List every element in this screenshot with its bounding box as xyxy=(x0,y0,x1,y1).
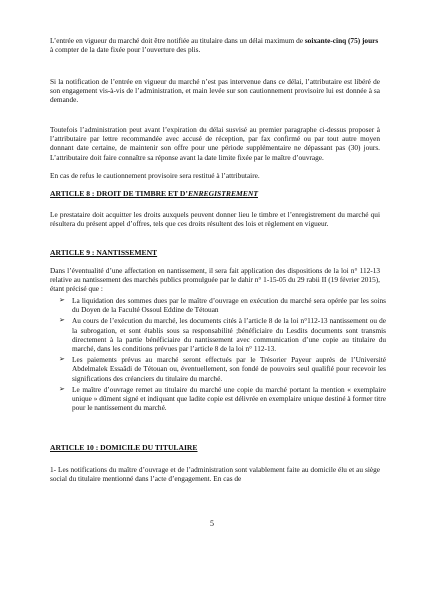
article-8-title: ARTICLE 8 : DROIT DE TIMBRE ET D’ xyxy=(50,189,188,198)
list-item xyxy=(50,355,386,383)
list-item-text: La liquidation des sommes dues par le maître d’ouvrage en exécution du marché sera opérée par les soins du Doyen de la Faculté Ossoul Eddine de Tétouan xyxy=(72,296,386,315)
article-10-title: ARTICLE 10 : DOMICILE DU TITULAIRE xyxy=(50,443,198,452)
list-item-text: Au cours de l’exécution du marché, les documents cités à l’article 8 de la loi n°112-13 nantissement ou de la subrogation, et sont établis sous sa responsabilité ;bénéficiaire du Lesdits documents sont transmis directement à la partie bénéficiaire du nantissement avec communication d’une copie au titulaire du marché, dans les conditions prévues par l’article 8 de la loi n° 112-13. xyxy=(72,316,386,354)
list-item xyxy=(50,296,386,314)
deadline-emphasis: soixante-cinq (75) jours xyxy=(304,36,379,45)
paragraph-liberation: Si la notification de l’entrée en vigueur du marché n’est pas intervenue dans ce délai, l’attributaire est libéré de son engagement vis-à-vis de l’administration, et main levée sur son cautionnement provisoire lui est donnée à sa demande. xyxy=(50,77,380,105)
paragraph-refusal: En cas de refus le cautionnement provisoire sera restitué à l’attributaire. xyxy=(50,171,260,180)
paragraph-extension: Toutefois l’administration peut avant l’expiration du délai susvisé au premier paragraphe ci-dessus proposer à l’attributaire par lettre recommandée avec accusé de réception, par fax confirmé ou par tout autre moyen donnant date certaine, de maintenir son offre pour une période supplémentaire ne dépassant pas (30) jours. L’attributaire doit faire connaître sa réponse avant la date limite fixée par le maître d’ouvrage. xyxy=(50,125,380,162)
article-10-text: 1- Les notifications du maître d’ouvrage et de l’administration sont valablement faite au domicile élu et au siège social du titulaire mentionné dans l’acte d’engagement. En cas de xyxy=(50,465,380,484)
article-8-heading xyxy=(50,189,380,198)
arrow-bullet-icon: ➢ xyxy=(59,384,65,393)
paragraph-notification-end: à compter de la date fixée pour l’ouverture des plis. xyxy=(50,45,201,55)
page-number: 5 xyxy=(210,519,214,528)
list-item-text: Le maître d’ouvrage remet au titulaire du marché une copie du marché portant la mention « exemplaire unique » dûment signé et indiquant que ladite copie est délivrée en exemplaire unique destiné à former titre pour le nantissement du marché. xyxy=(72,384,386,413)
arrow-bullet-icon: ➢ xyxy=(59,296,65,304)
article-10-heading xyxy=(50,443,380,452)
article-9-intro: Dans l’éventualité d’une affectation en nantissement, il sera fait application des dispositions de la loi n° 112-13 relative au nantissement des marchés publics promulguée par le dahir n° 1-15-05 du 29 rabii II (19 février 2015), étant précisé que : xyxy=(50,266,380,294)
paragraph-notification xyxy=(50,36,380,54)
article-8-text: Le prestataire doit acquitter les droits auxquels peuvent donner lieu le timbre et l’enregistrement du marché qui résultera du présent appel d’offres, tels que ces droits résultent des lois et règlement en vigueur. xyxy=(50,210,380,229)
list-item xyxy=(50,316,386,353)
article-8-title-italic: ENREGISTREMENT xyxy=(187,189,258,198)
arrow-bullet-icon: ➢ xyxy=(59,355,65,364)
nantissement-bullet-list xyxy=(50,296,386,412)
article-9-heading xyxy=(50,248,380,257)
list-item xyxy=(50,385,386,413)
paragraph-notification-start: L’entrée en vigueur du marché doit être notifiée au titulaire dans un délai maximum de xyxy=(50,36,305,45)
list-item-text: Les paiements prévus au marché seront effectués par le Trésorier Payeur auprès de l’Université Abdelmalek Essaâdi de Tétouan ou, éventuellement, son fondé de pouvoirs seul qualifié pour recevoir les significations des créanciers du titulaire du marché. xyxy=(72,355,386,383)
arrow-bullet-icon: ➢ xyxy=(59,316,65,325)
article-9-title: ARTICLE 9 : NANTISSEMENT xyxy=(50,248,158,257)
